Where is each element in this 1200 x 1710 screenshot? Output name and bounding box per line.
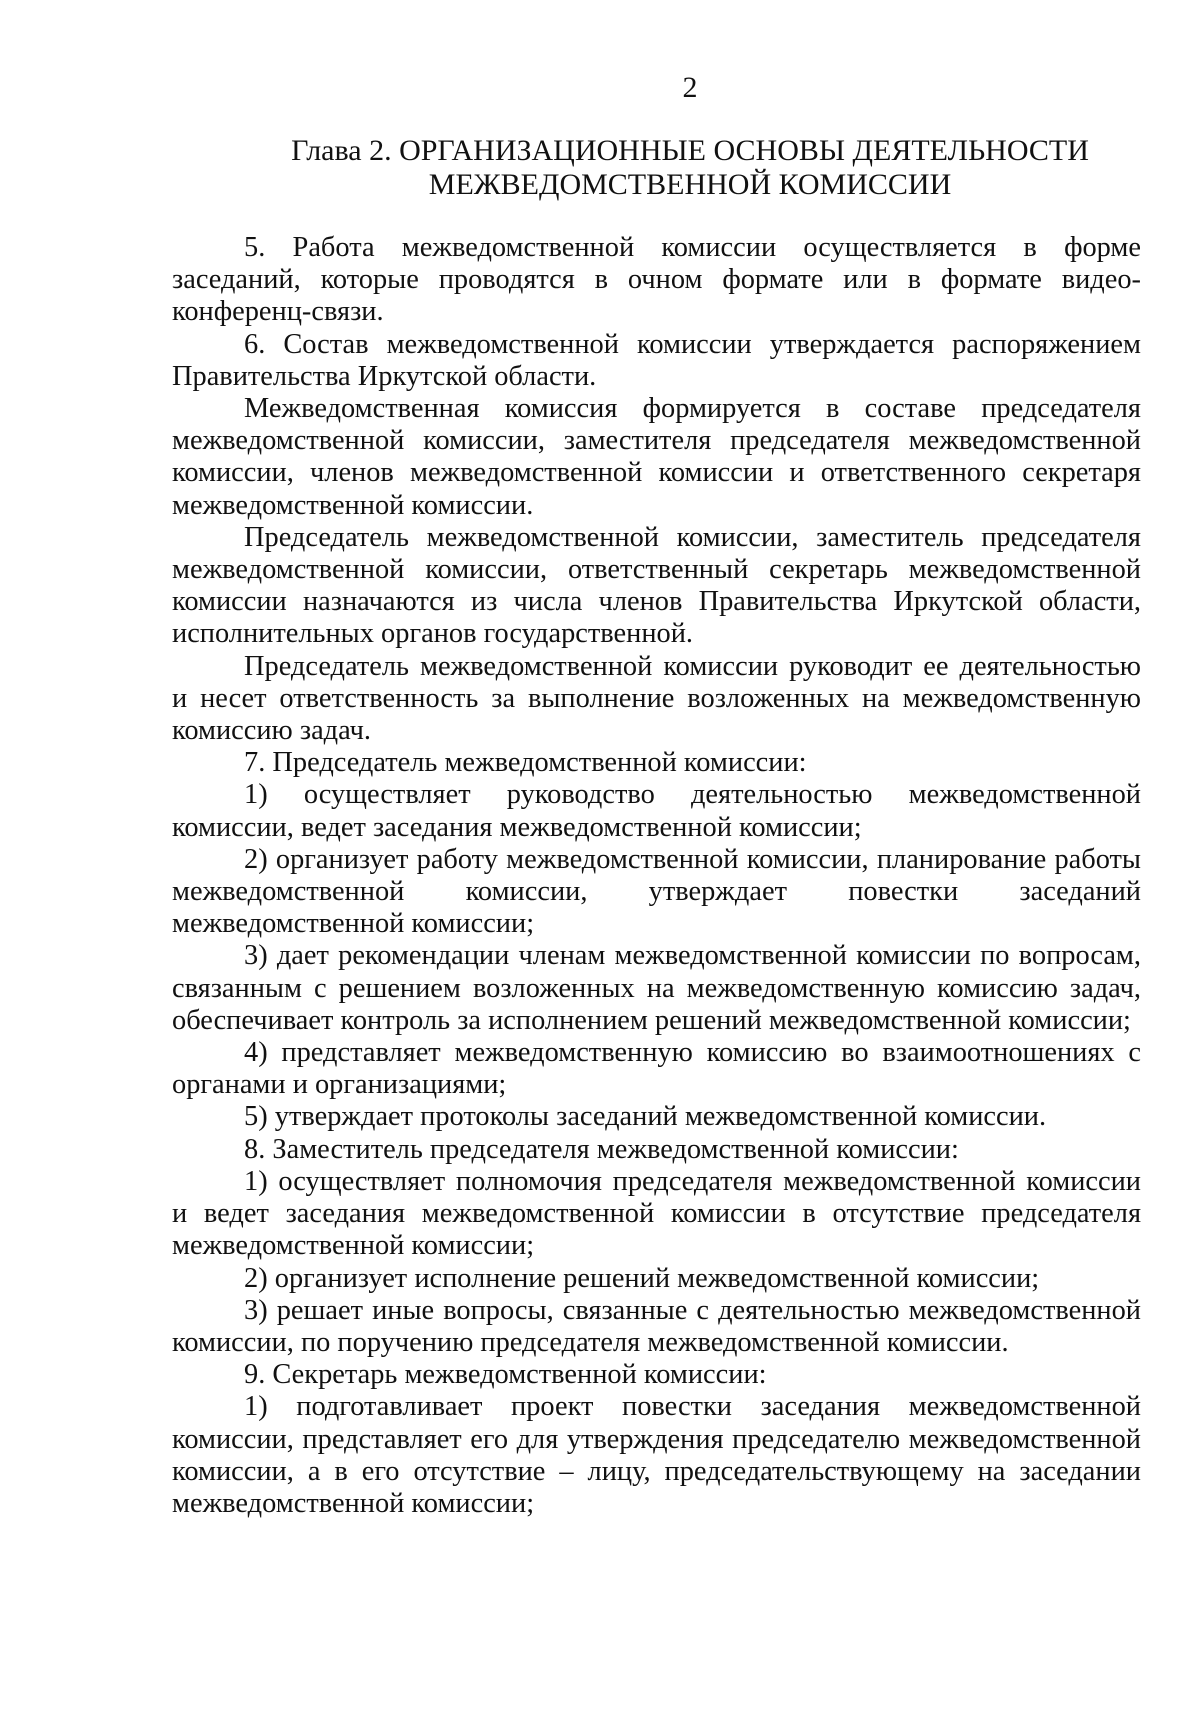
document-body — [172, 232, 1141, 1520]
chapter-title-line-2: МЕЖВЕДОМСТВЕННОЙ КОМИССИИ — [428, 168, 952, 201]
paragraph-item-7-3: 3) дает рекомендации членам межведомственной комиссии по вопросам, связанным с решением возложенных на межведомственную комиссию задач, обеспечивает контроль за исполнением решений межведомственной комиссии; — [172, 940, 1141, 1036]
paragraph-item-8-2: 2) организует исполнение решений межведомственной комиссии; — [244, 1262, 1040, 1294]
paragraph-item-6: 6. Состав межведомственной комиссии утверждается распоряжением Правительства Иркутской области. — [172, 328, 1141, 392]
page-number: 2 — [682, 71, 698, 104]
paragraph-item-9-1: 1) подготавливает проект повестки заседания межведомственной комиссии, представляет его для утверждения председателю межведомственной комиссии, а в его отсутствие – лицу, председательствующему на заседании межведомственной комиссии; — [172, 1391, 1141, 1519]
paragraph-item-7-4: 4) представляет межведомственную комиссию во взаимоотношениях с органами и организациями; — [172, 1037, 1141, 1101]
paragraph-item-8-3: 3) решает иные вопросы, связанные с деятельностью межведомственной комиссии, по поручению председателя межведомственной комиссии. — [172, 1294, 1141, 1358]
paragraph-item-8-heading: 8. Заместитель председателя межведомственной комиссии: — [244, 1133, 959, 1165]
paragraph-item-7-heading: 7. Председатель межведомственной комиссии: — [244, 747, 807, 779]
paragraph-item-7-2: 2) организует работу межведомственной комиссии, планирование работы межведомственной комиссии, утверждает повестки заседаний межведомственной комиссии; — [172, 843, 1141, 940]
paragraph-item-9-heading: 9. Секретарь межведомственной комиссии: — [244, 1359, 767, 1391]
paragraph-commission-composition: Межведомственная комиссия формируется в составе председателя межведомственной комиссии, заместителя председателя межведомственной комиссии, членов межведомственной комиссии и ответственного секретаря межведомственной комиссии. — [172, 393, 1141, 521]
paragraph-item-8-1: 1) осуществляет полномочия председателя межведомственной комиссии и ведет заседания межведомственной комиссии в отсутствие председателя межведомственной комиссии; — [172, 1165, 1141, 1262]
paragraph-item-7-5: 5) утверждает протоколы заседаний межведомственной комиссии. — [244, 1101, 1047, 1133]
paragraph-appointments: Председатель межведомственной комиссии, заместитель председателя межведомственной комиссии, ответственный секретарь межведомственной комиссии назначаются из числа членов Правительства Иркутской области, исполнительных органов государственной. — [172, 521, 1141, 650]
chapter-title — [240, 134, 1140, 202]
paragraph-chair-responsibility: Председатель межведомственной комиссии руководит ее деятельностью и несет ответственность за выполнение возложенных на межведомственную комиссию задач. — [172, 650, 1141, 747]
paragraph-item-5: 5. Работа межведомственной комиссии осуществляется в форме заседаний, которые проводятся в очном формате или в формате видео-конференц-связи. — [172, 232, 1141, 328]
chapter-title-line-1: Глава 2. ОРГАНИЗАЦИОННЫЕ ОСНОВЫ ДЕЯТЕЛЬНОСТИ — [291, 134, 1089, 167]
paragraph-item-7-1: 1) осуществляет руководство деятельностью межведомственной комиссии, ведет заседания межведомственной комиссии; — [172, 779, 1141, 843]
